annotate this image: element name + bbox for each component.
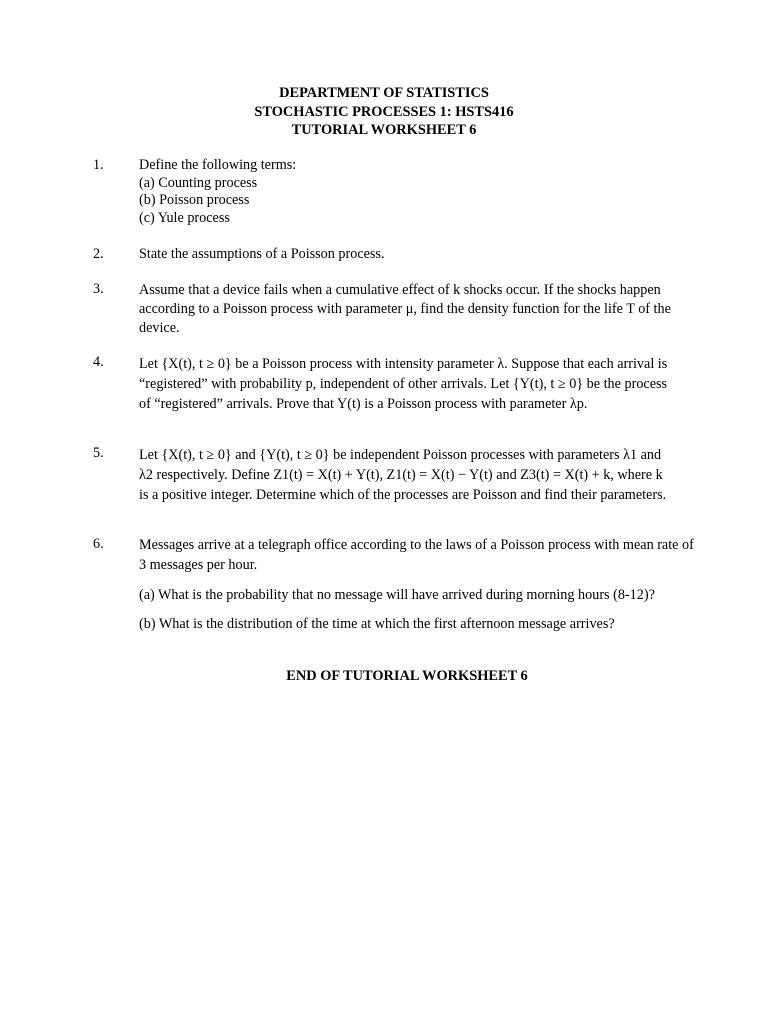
worksheet-title: TUTORIAL WORKSHEET 6 [291,122,477,138]
department-title: DEPARTMENT OF STATISTICS [279,85,489,101]
question-line: Define the following terms: [139,157,297,173]
question-number: 4. [93,354,104,370]
question-part-a: (a) What is the probability that no message will have arrived during morning hours (8-12)? [139,587,655,603]
question-number: 1. [93,157,104,173]
question-body: Let {X(t), t ≥ 0} be a Poisson process with intensity parameter λ. Suppose that each arrival is “registered” with probability p, independent of other arrivals. Let {Y(t), t ≥ 0} be the process of “registered” arrivals. Prove that Y(t) is a Poisson process with parameter λp. [139,356,668,412]
question-part-b: (b) What is the distribution of the time at which the first afternoon message arrives? [139,615,615,632]
question-number: 5. [93,445,104,461]
question-line: (a) Counting process [139,174,258,191]
question-line: State the assumptions of a Poisson process. [139,246,385,262]
question-number: 3. [93,281,104,297]
question-body [139,157,699,227]
question-body [139,246,699,263]
course-title: STOCHASTIC PROCESSES 1: HSTS416 [254,103,514,120]
question-line: (c) Yule process [139,209,230,226]
question-body: Assume that a device fails when a cumulative effect of k shocks occur. If the shocks happen according to a Poisson process with parameter μ, find the density function for the life T of the device. [139,282,671,336]
question-body: Let {X(t), t ≥ 0} and {Y(t), t ≥ 0} be independent Poisson processes with parameters λ1 and λ2 respectively. Define Z1(t) = X(t) + Y(t), Z1(t) = X(t) − Y(t) and Z3(t) = X(t) + k, where k is a positive integer. Determine which of the processes are Poisson and find their parameters. [139,447,667,503]
worksheet-header [0,84,768,140]
question-line: (b) Poisson process [139,192,250,209]
question-body [139,536,699,634]
question-number: 2. [93,246,104,262]
worksheet-footer: END OF TUTORIAL WORKSHEET 6 [286,668,528,684]
question-line: Messages arrive at a telegraph office according to the laws of a Poisson process with mean rate of 3 messages per hour. [139,537,694,573]
question-number: 6. [93,536,104,552]
